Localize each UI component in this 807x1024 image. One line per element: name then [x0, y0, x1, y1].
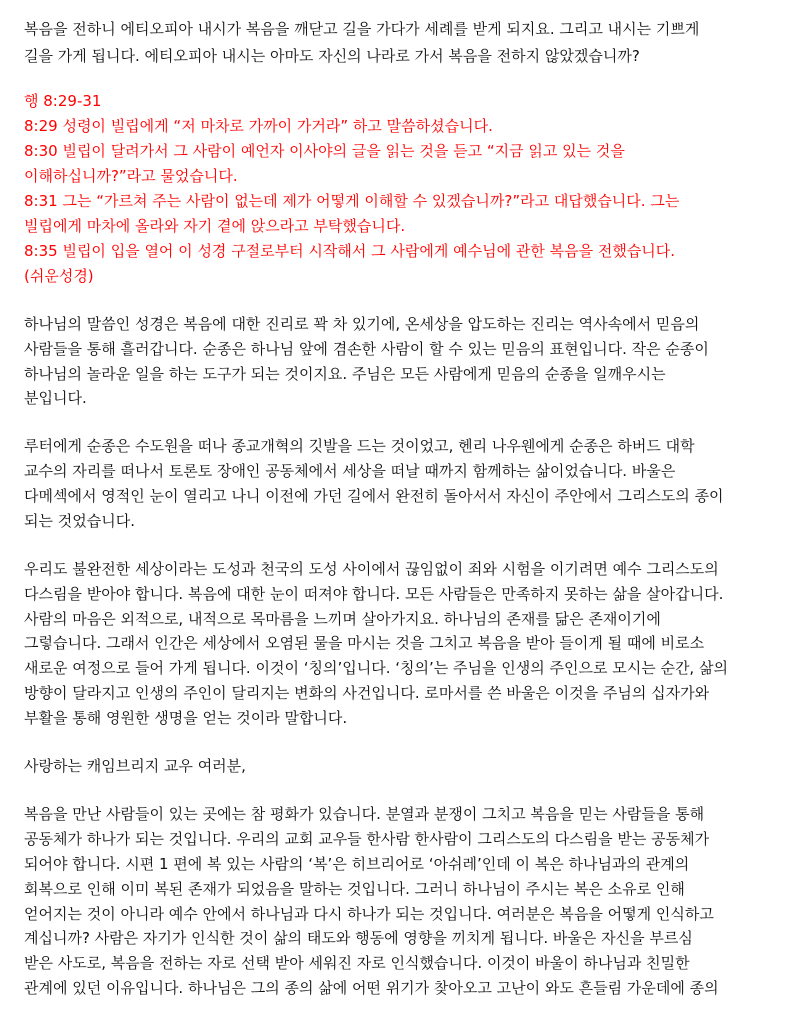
text-line: 관계에 있던 이유입니다. 하나님은 그의 종의 삶에 어떤 위기가 찾아오고 고난이 와도 흔들림 가운데에 종의	[24, 979, 719, 997]
scripture-verse: 8:31 그는 “가르쳐 주는 사람이 없는데 제가 어떻게 이해할 수 있겠습니까?”라고 대답했습니다. 그는	[24, 192, 680, 210]
scripture-reference: 행 8:29-31	[24, 92, 102, 110]
scripture-verse: 빌립에게 마차에 올라와 자기 곁에 앉으라고 부탁했습니다.	[24, 217, 406, 235]
text-line: 계십니까? 사람은 자기가 인식한 것이 삶의 태도와 행동에 영향을 끼치게 됩니다. 바울은 자신을 부르심	[24, 929, 693, 947]
text-line: 복음을 전하니 에티오피아 내시가 복음을 깨닫고 길을 가다가 세례를 받게 되지요. 그리고 내시는 기쁘게	[24, 20, 700, 38]
text-line: 우리도 불완전한 세상이라는 도성과 천국의 도성 사이에서 끊임없이 죄와 시험을 이기려면 예수 그리스도의	[24, 560, 719, 578]
scripture-verse: 8:29 성령이 빌립에게 “저 마차로 가까이 가거라” 하고 말씀하셨습니다.	[24, 117, 493, 135]
text-line: 루터에게 순종은 수도원을 떠나 종교개혁의 깃발을 드는 것이었고, 헨리 나우웬에게 순종은 하버드 대학	[24, 437, 695, 455]
text-line: 회복으로 인해 이미 복된 존재가 되었음을 말하는 것입니다. 그러니 하나님이 주시는 복은 소유로 인해	[24, 880, 685, 898]
text-line: 얻어지는 것이 아니라 예수 안에서 하나님과 다시 하나가 되는 것입니다. 여러분은 복음을 어떻게 인식하고	[24, 905, 714, 923]
text-line: 다스림을 받아야 합니다. 복음에 대한 눈이 떠져야 합니다. 모든 사람들은 만족하지 못하는 삶을 살아갑니다.	[24, 585, 724, 603]
text-line: 받은 사도로, 복음을 전하는 자로 선택 받아 세워진 자로 인식했습니다. 이것이 바울이 하나님과 친밀한	[24, 954, 690, 972]
scripture-verse: 8:35 빌립이 입을 열어 이 성경 구절로부터 시작해서 그 사람에게 예수님에 관한 복음을 전했습니다.	[24, 242, 676, 260]
text-line: 그렇습니다. 그래서 인간은 세상에서 오염된 물을 마시는 것을 그치고 복음을 받아 들이게 될 때에 비로소	[24, 634, 705, 652]
scripture-verse: 8:30 빌립이 달려가서 그 사람이 예언자 이사야의 글을 읽는 것을 듣고 “지금 읽고 있는 것을	[24, 142, 625, 160]
text-line: 다메섹에서 영적인 눈이 열리고 나니 이전에 가던 길에서 완전히 돌아서서 자신이 주안에서 그리스도의 종이	[24, 487, 724, 505]
scripture-source: (쉬운성경)	[24, 267, 94, 285]
scripture-verse: 이해하십니까?”라고 물었습니다.	[24, 167, 238, 185]
text-line: 사람의 마음은 외적으로, 내적으로 목마름을 느끼며 살아가지요. 하나님의 존재를 닮은 존재이기에	[24, 610, 661, 628]
text-line: 하나님의 말씀인 성경은 복음에 대한 진리로 꽉 차 있기에, 온세상을 압도하는 진리는 역사속에서 믿음의	[24, 315, 700, 333]
salutation: 사랑하는 캐임브리지 교우 여러분,	[24, 757, 246, 775]
text-line: 복음을 만난 사람들이 있는 곳에는 참 평화가 있습니다. 분열과 분쟁이 그치고 복음을 믿는 사람들을 통해	[24, 805, 705, 823]
text-line: 부활을 통해 영원한 생명을 얻는 것이라 말합니다.	[24, 709, 348, 727]
text-line: 사람들을 통해 흘러갑니다. 순종은 하나님 앞에 겸손한 사람이 할 수 있는 믿음의 표현입니다. 작은 순종이	[24, 340, 709, 358]
text-line: 새로운 여정으로 들어 가게 됩니다. 이것이 ‘칭의’입니다. ‘칭의’는 주님을 인생의 주인으로 모시는 순간, 삶의	[24, 659, 728, 677]
text-line: 분입니다.	[24, 389, 87, 407]
text-line: 하나님의 놀라운 일을 하는 도구가 되는 것이지요. 주님은 모든 사람에게 믿음의 순종을 일깨우시는	[24, 365, 666, 383]
text-line: 공동체가 하나가 되는 것입니다. 우리의 교회 교우들 한사람 한사람이 그리스도의 다스림을 받는 공동체가	[24, 830, 710, 848]
text-line: 방향이 달라지고 인생의 주인이 달리지는 변화의 사건입니다. 로마서를 쓴 바울은 이것을 주님의 십자가와	[24, 684, 710, 702]
text-line: 교수의 자리를 떠나서 토론토 장애인 공동체에서 세상을 떠날 때까지 함께하는 삶이었습니다. 바울은	[24, 462, 676, 480]
text-line: 길을 가게 됩니다. 에티오피아 내시는 아마도 자신의 나라로 가서 복음을 전하지 않았겠습니까?	[24, 47, 640, 65]
text-line: 되어야 합니다. 시편 1 편에 복 있는 사람의 ‘복’은 히브리어로 ‘아쉬레’인데 이 복은 하나님과의 관계의	[24, 855, 690, 873]
text-line: 되는 것었습니다.	[24, 512, 135, 530]
